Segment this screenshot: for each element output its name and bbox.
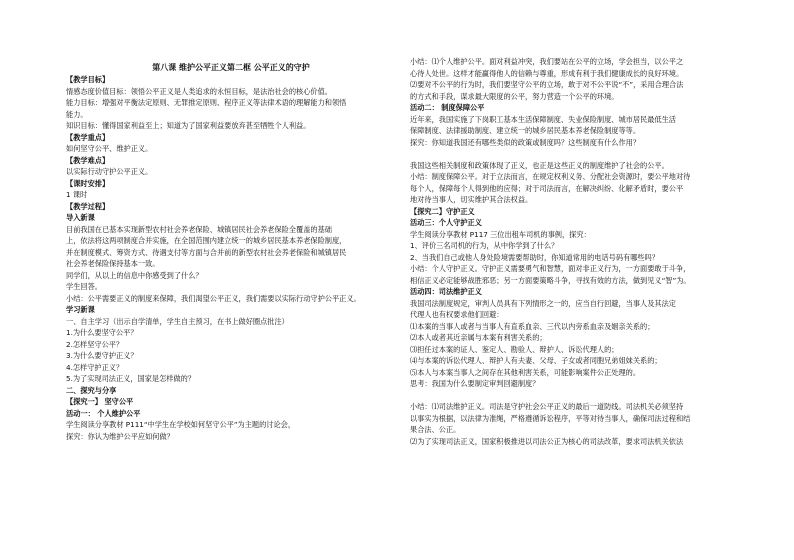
left-line: 社会养老保险保持基本一致。 [66,259,160,268]
left-line: 探究：你认为维护公平应如何做？ [66,431,174,441]
right-line: 我国这些相关制度和政策体现了正义，也正是这些正义的制度维护了社会的公平。 [410,160,669,170]
right-line: 近年来，我国实施了下岗职工基本生活保障制度、失业保险制度、城市居民最低生活 [410,114,676,124]
left-line: 活动一： 个人维护公平 [66,408,141,418]
right-line: 以事实为根据，以法律为准绳，严格遵循诉讼程序，平等对待当事人，确保司法过程和结 [410,413,691,423]
left-line: 知识目标：懂得国家利益至上；知道为了国家利益要放弃甚至牺牲个人利益。 [66,121,311,130]
left-line: 能力。 [66,109,88,119]
left-line: 【探究一】 坚守公平 [66,397,134,406]
left-line: 小结：公平需要正义的制度来保障，我们渴望公平正义，我们需要以实际行动守护公平正义。 [66,293,361,303]
right-line: 小结：⑴司法维护正义。司法是守护社会公平正义的最后一道防线。司法机关必须坚持 [410,402,684,411]
right-line: 思考：我国为什么要制定审判回避制度？ [410,379,540,388]
left-line: 【教学难点】 [66,155,110,165]
left-line: 1.为什么要坚守公平？ [66,328,138,337]
right-line: 活动二： 制度保障公平 [410,103,485,112]
left-line: 4.怎样守护正义？ [66,362,124,372]
right-line: 小结：制度保障公平。对于立法而言，在规定权利义务、分配社会资源时，要公平地对待 [410,172,691,181]
right-line: ⑴本案的当事人或者与当事人有直系血亲、三代以内旁系血亲及姻亲关系的； [410,321,655,331]
left-line: 能力目标：增强对平衡法定原则、无罪推定原则、程序正义等法律术语的理解能力和领悟 [66,98,347,107]
right-line: ⑵要对不公平的行为时，我们要坚守公平的立场，敢于对不公平说“不”，采用合理合法 [410,80,684,89]
right-line: 地对待当事人，切实维护其合法权益。 [410,195,533,204]
right-line [410,148,732,160]
right-line: 心待人处世。这样才能赢得他人的信赖与尊重，形成有利于我们健康成长的良好环境。 [410,68,684,78]
right-column [410,56,732,447]
left-line: 1 课时 [66,190,88,199]
right-line: 1、评价三名司机的行为，从中你学到了什么？ [410,241,559,250]
left-line: 如何坚守公平、维护正义。 [66,144,153,153]
right-line: 相信正义必定能够战胜邪恶；另一方面要策略斗争，寻找有效的方法，做到见义“智”为。 [410,275,691,285]
right-line: ⑸本人与本案当事人之间存在其他利害关系，可能影响案件公正处理的。 [410,367,641,377]
right-line: ⑶担任过本案的证人、鉴定人、勘验人、辩护人、诉讼代理人的； [410,344,619,354]
left-line: 以实际行动守护公平正义。 [66,167,153,176]
left-line: 【教学过程】 [66,201,110,211]
right-line: ⑵本人或者其近亲属与本案有利害关系的； [410,333,547,342]
left-line: 3.为什么要守护正义？ [66,351,138,360]
right-line: ⑵为了实现司法正义，国家积极推进以司法公正为核心的司法改革，要求司法机关依法 [410,436,684,446]
right-line: 我国司法制度规定，审判人员具有下列情形之一的，应当自行回避，当事人及其法定 [410,298,676,308]
left-line: 【课时安排】 [66,178,110,188]
right-line: ⑷与本案的诉讼代理人、辩护人有夫妻、父母、子女或者同胞兄弟姐妹关系的； [410,356,662,365]
right-line: 2、当我们自己或他人身处险境需要帮助时，你知道常用的电话号码有哪些吗？ [410,252,659,262]
left-line: 【教学重点】 [66,132,110,142]
left-line: 上，依法将这两项制度合并实施，在全国范围内建立统一的城乡居民基本养老保险制度， [66,236,347,245]
right-line: 【探究二】守护正义 [410,206,475,216]
left-column [66,74,396,442]
left-line: 学生阅读分享教材 P111“中学生在学校如何坚守公平”为主题的讨论会， [66,420,296,429]
left-line: 同学们，从以上的信息中你感受到了什么？ [66,270,203,280]
left-line: 【教学目标】 [66,75,110,84]
right-line: 的方式和手段，谋求最大限度的公平，努力营造一个公平的环境。 [410,91,619,101]
right-line: 小结：⑴个人维护公平。面对利益冲突，我们要站在公平的立场，学会担当，以公平之 [410,57,684,66]
left-line: 学生回答。 [66,282,102,291]
right-line: 学生阅读分享教材 P117 三位出租车司机的事例，探究： [410,229,591,239]
left-line: 二、探究与分享 [66,385,117,395]
left-line: 并在制度模式、筹资方式、待遇支付等方面与合并前的新型农村社会养老保险和城镇居民 [66,247,347,257]
left-line: 目前我国在已基本实现新型农村社会养老保险、城镇居民社会养老保险全覆盖的基础 [66,224,332,234]
right-line: 活动三：个人守护正义 [410,218,482,227]
left-line: 2.怎样坚守公平？ [66,339,124,349]
right-line: 每个人，保障每个人得到他的应得；对于司法而言，在解决纠纷、化解矛盾时，要公平 [410,183,684,193]
right-line [410,390,732,402]
right-line: 代理人也有权要求他们回避： [410,310,504,319]
left-line: 学习新课 [66,305,95,314]
right-line: 保障制度、法律援助制度、建立统一的城乡居民基本养老保险制度等等。 [410,126,641,135]
left-line: 导入新课 [66,213,95,222]
left-line: 一、自主学习（出示自学清单，学生自主预习，在书上做好圈点批注） [66,316,289,326]
right-line: 果合法、公正。 [410,425,461,434]
left-line: 情感态度价值目标：领悟公平正义是人类追求的永恒目标，是法治社会的核心价值。 [66,86,332,96]
right-line: 小结：个人守护正义。守护正义需要勇气和智慧，面对非正义行为，一方面要敢于斗争， [410,264,691,273]
left-line: 5.为了实现司法正义，国家是怎样做的？ [66,374,196,383]
right-line: 探究：你知道我国还有哪些类似的政策或制度吗？这些制度有什么作用？ [410,137,641,147]
right-line: 活动四：司法维护正义 [410,287,482,296]
document-title: 第八课 维护公平正义第二框 公平正义的守护 [152,63,310,72]
